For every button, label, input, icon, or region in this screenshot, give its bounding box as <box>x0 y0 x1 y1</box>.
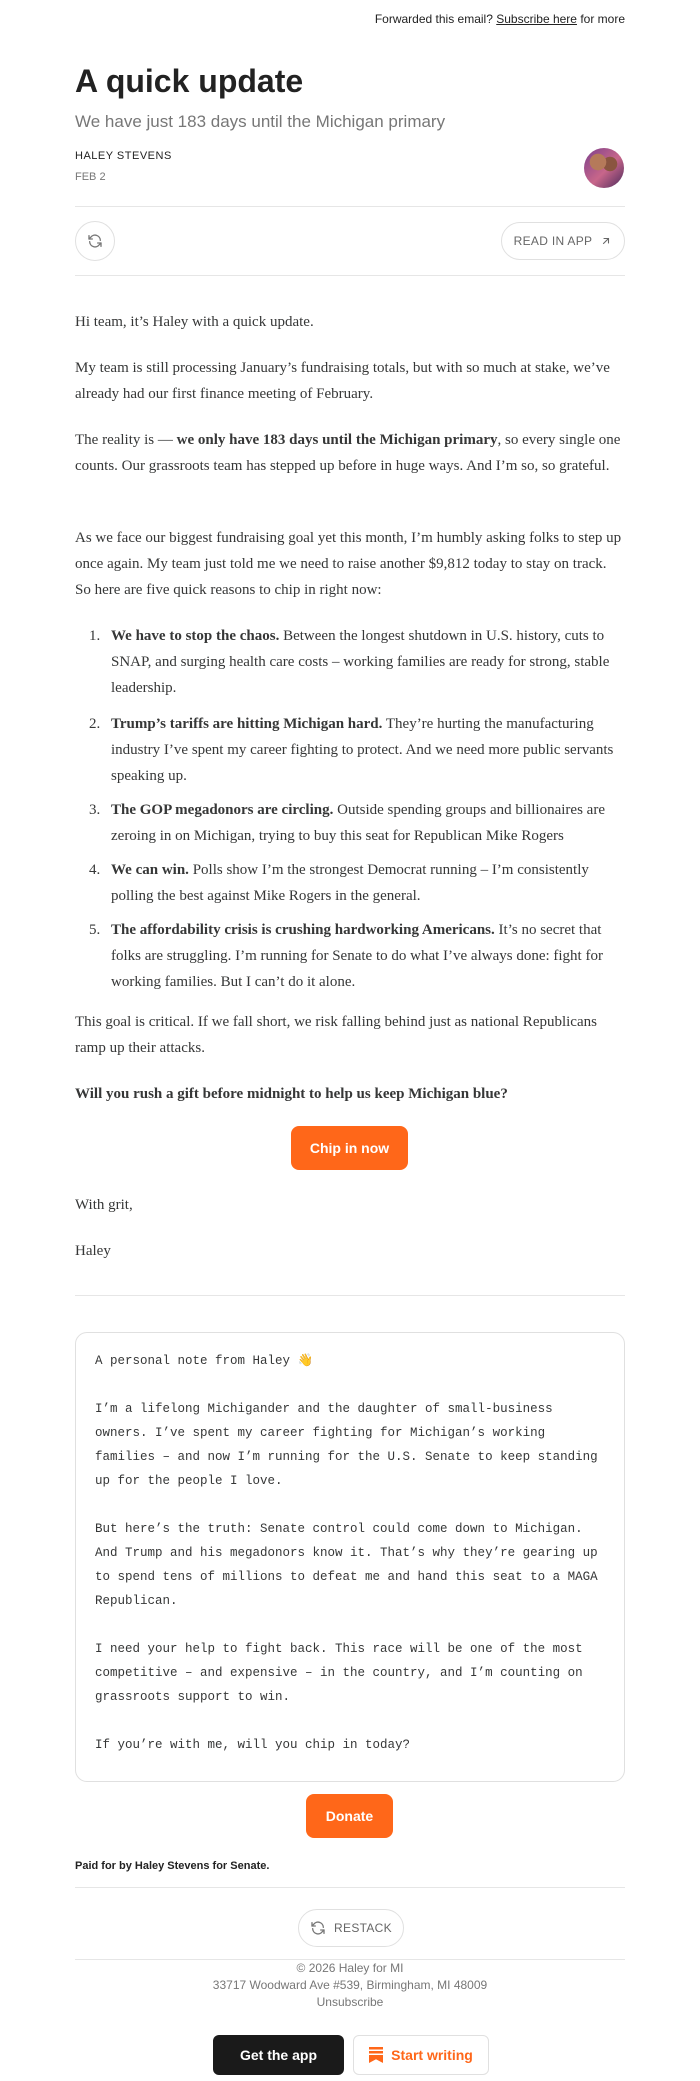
restack-button[interactable] <box>298 1909 404 1947</box>
footer-unsubscribe-row <box>0 1994 700 2010</box>
paragraph-critical: This goal is critical. If we fall short, we risk falling behind just as national Republicans ramp up their attacks. <box>75 1014 597 1056</box>
paid-for-disclaimer: Paid for by Haley Stevens for Senate. <box>75 1860 270 1872</box>
reality-post: , so every single one counts. Our grassroots team has stepped up before in huge ways. And I’m so, so grateful. <box>75 432 621 474</box>
reason-text: Outside spending groups and billionaires are zeroing in on Michigan, trying to buy this seat for Republican Mike Rogers <box>111 802 605 844</box>
reason-bold: Trump’s tariffs are hitting Michigan hard. <box>111 716 383 732</box>
post-date: FEB 2 <box>75 171 106 183</box>
paragraph-greeting: Hi team, it’s Haley with a quick update. <box>75 314 314 330</box>
list-number: 1. <box>89 628 101 644</box>
divider <box>75 1887 625 1888</box>
list-number: 3. <box>89 802 101 818</box>
unsubscribe-link[interactable]: Unsubscribe <box>316 1995 384 2009</box>
reality-bold: we only have 183 days until the Michigan primary <box>176 432 498 448</box>
divider <box>75 1295 625 1296</box>
reason-bold: We have to stop the chaos. <box>111 628 280 644</box>
forwarded-notice <box>375 12 625 26</box>
note-paragraph: But here’s the truth: Senate control could come down to Michigan. And Trump and his megadonors know it. That’s why they’re gearing up to spend tens of millions to defeat me and hand this seat to a MAGA Republican. <box>95 1522 598 1608</box>
read-in-app-label: READ IN APP <box>513 234 593 248</box>
author-avatar[interactable] <box>584 148 624 188</box>
subscribe-link[interactable]: Subscribe here <box>496 12 577 26</box>
reality-pre: The reality is — <box>75 432 177 448</box>
start-writing-label: Start writing <box>391 2047 473 2063</box>
get-the-app-button[interactable]: Get the app <box>213 2035 344 2075</box>
donate-button[interactable]: Donate <box>306 1794 393 1838</box>
forwarded-suffix: for more <box>580 12 625 26</box>
signoff: With grit, <box>75 1197 133 1213</box>
paragraph-reality <box>75 427 625 479</box>
footer-copyright: © 2026 Haley for MI <box>296 1961 404 1975</box>
refresh-icon <box>310 1920 326 1936</box>
paragraph-finance: My team is still processing January’s fundraising totals, but with so much at stake, we’ve already had our first finance meeting of February. <box>75 360 610 402</box>
divider <box>75 206 625 207</box>
signature: Haley <box>75 1243 111 1259</box>
chip-in-button[interactable]: Chip in now <box>291 1126 408 1170</box>
personal-note-box <box>75 1332 625 1782</box>
reason-text: It’s no secret that folks are struggling. I’m running for Senate to do what I’ve always done: fight for working families. But I can’t do it alone. <box>111 922 603 990</box>
note-paragraph: I’m a lifelong Michigander and the daughter of small-business owners. I’ve spent my career fighting for Michigan’s working families – and now I’m running for the U.S. Senate to keep standing up for the people I love. <box>95 1402 598 1488</box>
paragraph-goal: As we face our biggest fundraising goal yet this month, I’m humbly asking folks to step up once again. My team just told me we need to raise another $9,812 today to stay on track. So here are five quick reasons to chip in right now: <box>75 530 622 598</box>
reason-bold: We can win. <box>111 862 189 878</box>
reason-text: Polls show I’m the strongest Democrat running – I’m consistently polling the best against Mike Rogers in the general. <box>111 862 589 904</box>
restack-label: RESTACK <box>334 1921 392 1935</box>
reason-bold: The GOP megadonors are circling. <box>111 802 334 818</box>
reason-text: Between the longest shutdown in U.S. history, cuts to SNAP, and surging health care costs – working families are ready for strong, stable leadership. <box>111 628 610 696</box>
note-paragraph: If you’re with me, will you chip in today? <box>95 1738 411 1752</box>
post-title: A quick update <box>75 63 304 99</box>
reason-bold: The affordability crisis is crushing hardworking Americans. <box>111 922 495 938</box>
reason-text: They’re hurting the manufacturing industry I’ve spent my career fighting to protect. And we need more public servants speaking up. <box>111 716 614 784</box>
divider <box>75 275 625 276</box>
substack-logo-icon <box>369 2047 383 2063</box>
start-writing-button[interactable] <box>353 2035 489 2075</box>
list-number: 5. <box>89 922 101 938</box>
read-in-app-button[interactable] <box>501 222 625 260</box>
paragraph-ask: Will you rush a gift before midnight to help us keep Michigan blue? <box>75 1086 508 1102</box>
list-number: 2. <box>89 716 101 732</box>
note-paragraph: I need your help to fight back. This race will be one of the most competitive – and expensive – in the country, and I’m counting on grassroots support to win. <box>95 1642 583 1704</box>
footer-address: 33717 Woodward Ave #539, Birmingham, MI 48009 <box>212 1978 488 1992</box>
list-number: 4. <box>89 862 101 878</box>
note-heading: A personal note from Haley 👋 <box>95 1354 314 1368</box>
arrow-up-right-icon <box>600 235 612 247</box>
post-subtitle: We have just 183 days until the Michigan primary <box>75 112 446 131</box>
refresh-icon <box>87 233 103 249</box>
author-name[interactable]: HALEY STEVENS <box>75 150 172 162</box>
restack-icon-button[interactable] <box>75 221 115 261</box>
forwarded-prefix: Forwarded this email? <box>374 12 493 26</box>
